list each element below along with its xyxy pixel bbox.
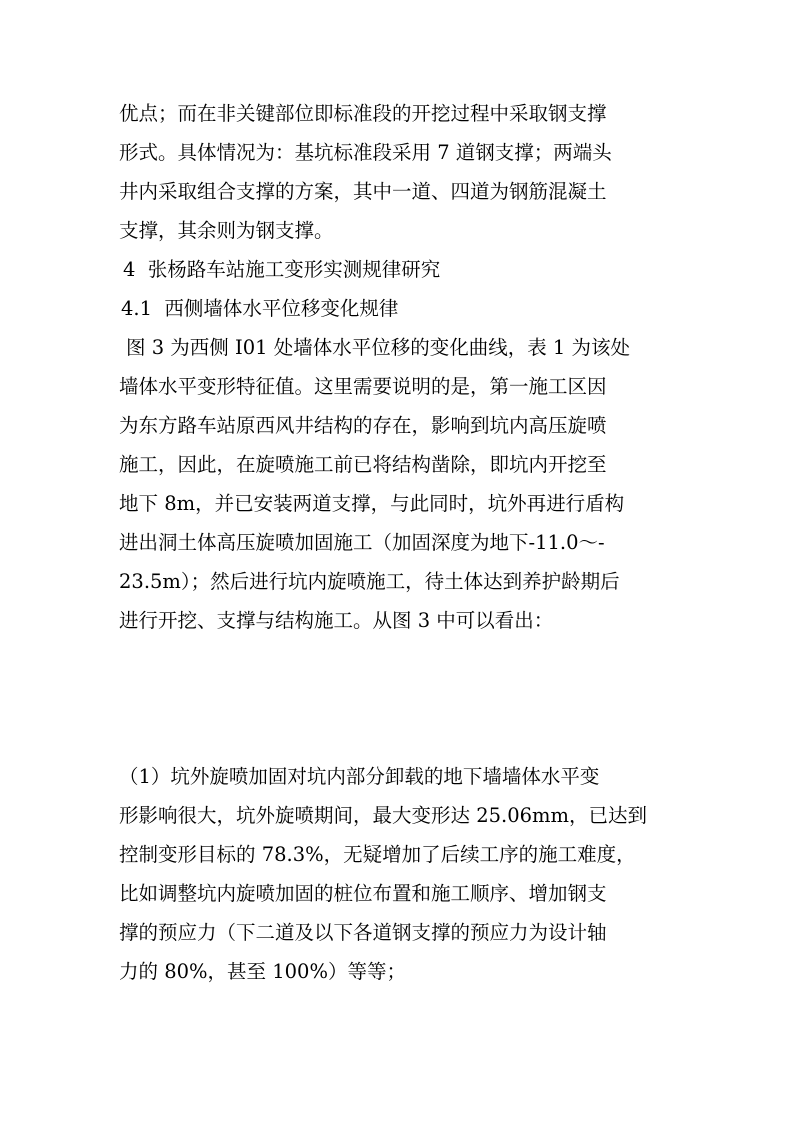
paragraph-line: 墙体水平变形特征值。这里需要说明的是，第一施工区因 bbox=[119, 375, 607, 398]
paragraph-line: 图 3 为西侧 I01 处墙体水平位移的变化曲线，表 1 为该处 bbox=[126, 336, 631, 359]
paragraph-line: 优点；而在非关键部位即标准段的开挖过程中采取钢支撑 bbox=[119, 102, 607, 125]
paragraph-line: 施工，因此，在旋喷施工前已将结构凿除，即坑内开挖至 bbox=[119, 453, 607, 476]
paragraph-line: 地下 8m，并已安装两道支撑，与此同时，坑外再进行盾构 bbox=[119, 492, 625, 515]
paragraph-line: 形式。具体情况为：基坑标准段采用 7 道钢支撑；两端头 bbox=[119, 141, 612, 164]
list-item-line: 形影响很大，坑外旋喷期间，最大变形达 25.06mm，已达到 bbox=[119, 804, 648, 827]
list-item-line: 撑的预应力（下二道及以下各道钢支撑的预应力为设计轴 bbox=[119, 921, 607, 944]
list-item-line: 力的 80%，甚至 100%）等等； bbox=[119, 960, 406, 983]
paragraph-line: 进出洞土体高压旋喷加固施工（加固深度为地下-11.0～- bbox=[119, 531, 605, 554]
paragraph-line: 进行开挖、支撑与结构施工。从图 3 中可以看出： bbox=[119, 609, 554, 632]
paragraph-line: 井内采取组合支撑的方案，其中一道、四道为钢筋混凝土 bbox=[119, 180, 607, 203]
list-item-line: 控制变形目标的 78.3%，无疑增加了后续工序的施工难度， bbox=[119, 843, 636, 866]
paragraph-line: 23.5m）；然后进行坑内旋喷施工，待土体达到养护龄期后 bbox=[119, 570, 620, 593]
paragraph-line: 支撑，其余则为钢支撑。 bbox=[119, 219, 334, 242]
list-item-line: （1）坑外旋喷加固对坑内部分卸载的地下墙墙体水平变 bbox=[119, 765, 600, 788]
list-item-line: 比如调整坑内旋喷加固的桩位布置和施工顺序、增加钢支 bbox=[119, 882, 607, 905]
section-heading: 4 张杨路车站施工变形实测规律研究 bbox=[123, 258, 441, 281]
subsection-heading: 4.1 西侧墙体水平位移变化规律 bbox=[121, 297, 399, 320]
paragraph-line: 为东方路车站原西风井结构的存在，影响到坑内高压旋喷 bbox=[119, 414, 607, 437]
